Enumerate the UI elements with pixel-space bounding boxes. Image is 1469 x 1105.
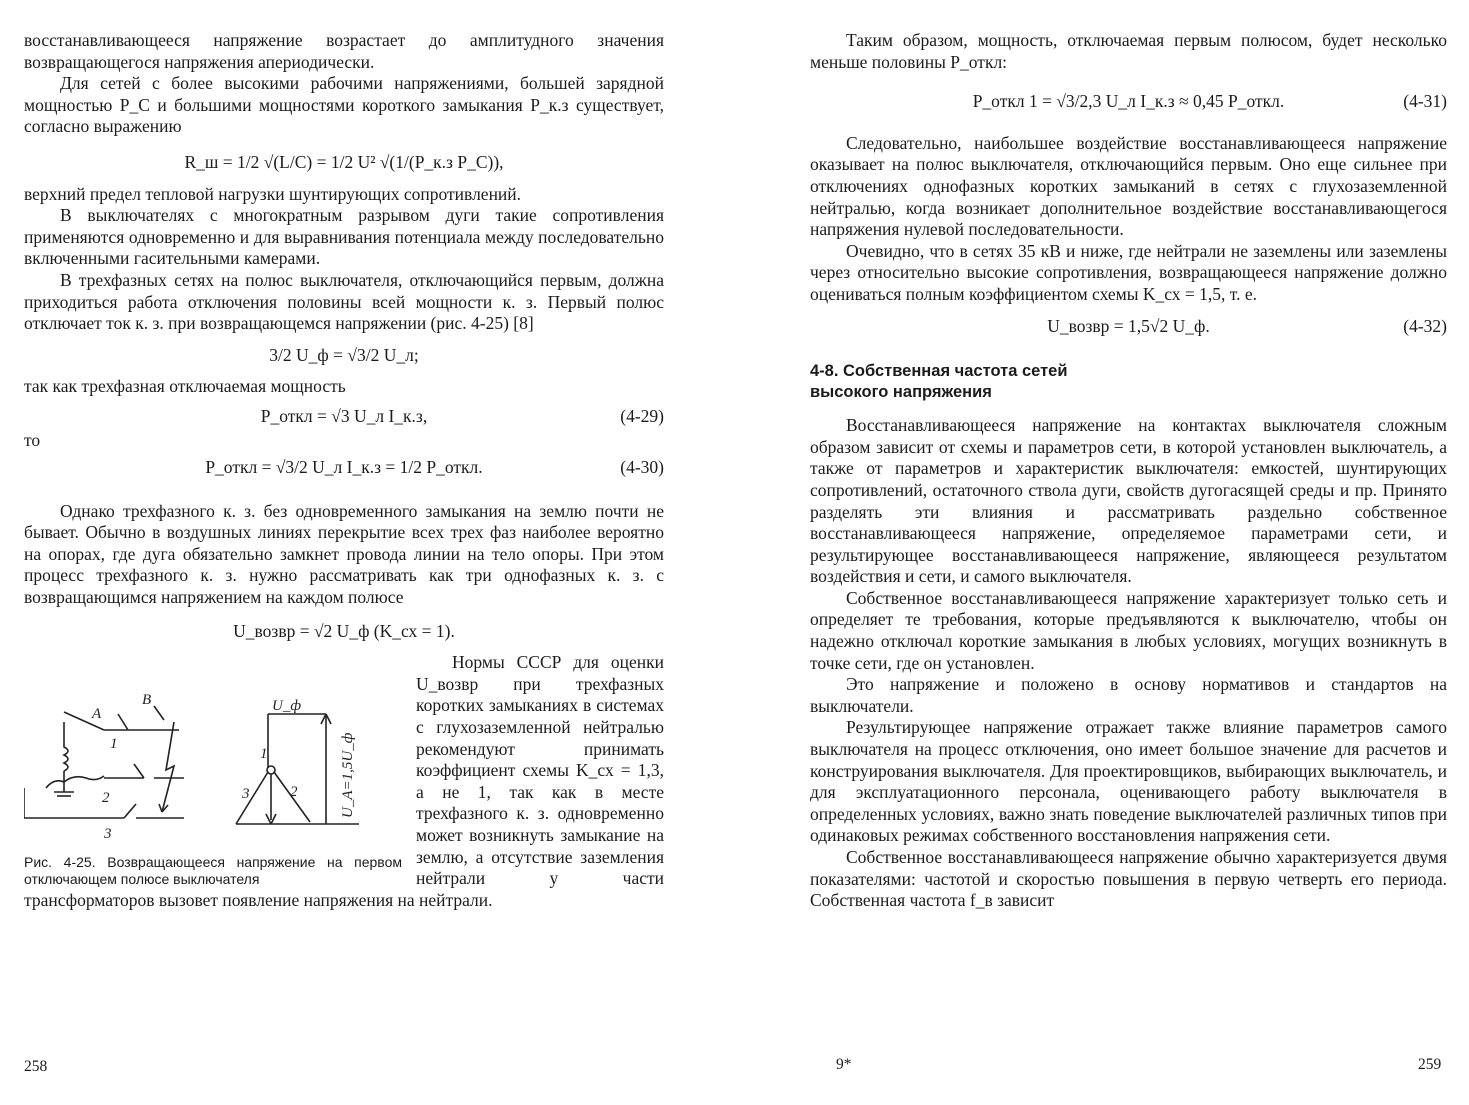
right-para-7: Результирующее напряжение отражает также влияние параметров самого выключателя на процесс отключения, оно имеет большое значение для расчетов и конструирования выключателя. Для проектировщиков, выбирающих выключатель, и для эксплуатационного персонала, оценивающего работу выключателя в определенных условиях, важно знать поведение выключателей различных типов при одинаковых режимах собственного восстановления напряжения сети. — [810, 717, 1447, 846]
section-heading-line2: высокого напряжения — [810, 383, 992, 402]
formula-4-29-expr: P_откл = √3 U_л I_к.з, — [260, 405, 428, 426]
fig-label-vec2: 2 — [290, 784, 298, 801]
fig-label-vec1: 1 — [260, 746, 268, 763]
figure-caption: Рис. 4-25. Возвращающееся напряжение на первом отключающем полюсе выключателя — [24, 854, 402, 888]
formula-4-31 — [810, 91, 1447, 113]
right-para-3: Очевидно, что в сетях 35 кВ и ниже, где нейтрали не заземлены или заземлены через относительно высокие сопротивления, возвращающееся напряжение должно оцениваться полным коэффициентом схемы K_сх = 1,5, т. е. — [810, 240, 1447, 304]
right-page — [810, 30, 1447, 912]
left-para-3: верхний предел тепловой нагрузки шунтирующих сопротивлений. — [24, 183, 522, 204]
fig-label-b: B — [142, 692, 152, 709]
figure-row — [24, 652, 664, 911]
right-para-6: Это напряжение и положено в основу нормативов и стандартов на выключатели. — [810, 674, 1447, 716]
formula-uvozvr: U_возвр = √2 U_ф (K_сх = 1). — [233, 620, 455, 641]
left-para-8: Нормы СССР для оценки U_возвр при трехфазных коротких замыканиях в системах с глухозаземленной нейтралью рекомендуют принимать коэффициент схемы K_сх = 1,3, а не 1, так как в месте трехфазного к. з. одновременно может возникнуть замыкание на землю, а отсутствие заземления нейтрали у части трансформаторов вызовет появление напряжения на нейтрали. — [24, 652, 664, 910]
page-number-left: 258 — [24, 1058, 48, 1075]
right-para-4: Восстанавливающееся напряжение на контактах выключателя сложным образом зависит от схемы и параметров сети, в которой установлен выключатель, а также от параметров и характеристик выключателя: емкостей, шунтирующих сопротивлений, остаточного ствола дуги, свойств дугогасящей среды и пр. Принято разделять эти влияния и рассматривать раздельно собственное восстанавливающееся напряжение, определяемое параметрами сети, и результирующее восстанавливающееся напряжение, являющееся результатом воздействия и сети, и самого выключателя. — [810, 415, 1447, 587]
right-para-8: Собственное восстанавливающееся напряжение обычно характеризуется двумя показателями: частотой и скоростью повышения в первую четверть его периода. Собственная частота f_в зависит — [810, 847, 1447, 911]
fig-label-3: 3 — [104, 826, 112, 843]
section-heading-line1: 4-8. Собственная частота сетей — [810, 362, 1068, 381]
left-para-2: Для сетей с более высокими рабочими напряжениями, большей зарядной мощностью P_C и большими мощностями короткого замыкания P_к.з существует, согласно выражению — [24, 73, 664, 137]
right-para-2: Следовательно, наибольшее воздействие восстанавливающееся напряжение оказывает на полюс выключателя, отключающийся первым. Оно еще сильнее при отключениях однофазных коротких замыканий в сетях с глухозаземленной нейтралью, когда возникает дополнительное воздействие восстанавливающегося напряжения нулевой последовательности. — [810, 132, 1447, 240]
section-heading — [810, 361, 1447, 403]
fig-label-vec3: 3 — [242, 786, 250, 803]
fig-label-2: 2 — [102, 790, 110, 807]
page-number-right: 259 — [1418, 1056, 1442, 1073]
formula-4-30-expr: P_откл = √3/2 U_л I_к.з = 1/2 P_откл. — [205, 457, 483, 478]
formula-4-32-number: (4-32) — [1403, 315, 1447, 336]
right-para-5: Собственное восстанавливающееся напряжение характеризует только сеть и определяет те требования, которые предъявляются к выключателю, чтобы он надежно отключал короткие замыкания в любых условиях, могущих возникнуть в точке сети, где он установлен. — [810, 587, 1447, 673]
figure-4-25 — [24, 652, 402, 888]
formula-4-32 — [810, 316, 1447, 338]
word-to: то — [24, 429, 41, 450]
formula-4-30-number: (4-30) — [620, 457, 664, 478]
figure-diagram — [24, 692, 402, 850]
fig-label-1: 1 — [110, 736, 118, 753]
formula-uf: 3/2 U_ф = √3/2 U_л; — [269, 344, 419, 365]
left-para-1: восстанавливающееся напряжение возрастает до амплитудного значения возвращающегося напряжения апериодически. — [24, 30, 664, 72]
formula-4-30 — [24, 457, 664, 479]
left-para-6: так как трехфазная отключаемая мощность — [24, 376, 346, 397]
fig-label-a: A — [92, 706, 102, 723]
left-page — [24, 30, 664, 911]
left-para-5: В трехфазных сетях на полюс выключателя, отключающийся первым, должна приходиться работа отключения половины всей мощности к. з. Первый полюс отключает ток к. з. при возвращающемся напряжении (рис. 4-25) [8] — [24, 269, 664, 334]
formula-4-31-number: (4-31) — [1403, 91, 1447, 112]
fig-label-uf: U_ф — [272, 698, 301, 715]
left-para-7: Однако трехфазного к. з. без одновременного замыкания на землю почти не бывает. Обычно в воздушных линиях перекрытие всех трех фаз наиболее вероятно на опорах, где дуга обязательно замкнет провода линии на тело опоры. При этом процесс трехфазного к. з. нужно рассматривать как три однофазных к. з. с возвращающимся напряжением на каждом полюсе — [24, 500, 664, 608]
fig-label-ua: U_A=1,5U_ф — [340, 732, 356, 819]
formula-4-29 — [24, 406, 664, 428]
right-para-1: Таким образом, мощность, отключаемая первым полюсом, будет несколько меньше половины P_откл: — [810, 30, 1447, 72]
formula-rsh: R_ш = 1/2 √(L/C) = 1/2 U² √(1/(P_к.з P_C)), — [184, 151, 504, 172]
signature-mark: 9* — [836, 1056, 852, 1073]
formula-4-29-number: (4-29) — [620, 405, 664, 426]
left-para-4: В выключателях с многократным разрывом дуги такие сопротивления применяются одновременно и для выравнивания потенциала между последовательно включенными гасительными камерами. — [24, 205, 664, 269]
formula-4-32-expr: U_возвр = 1,5√2 U_ф. — [1047, 315, 1210, 336]
formula-4-31-expr: P_откл 1 = √3/2,3 U_л I_к.з ≈ 0,45 P_откл. — [972, 91, 1285, 112]
